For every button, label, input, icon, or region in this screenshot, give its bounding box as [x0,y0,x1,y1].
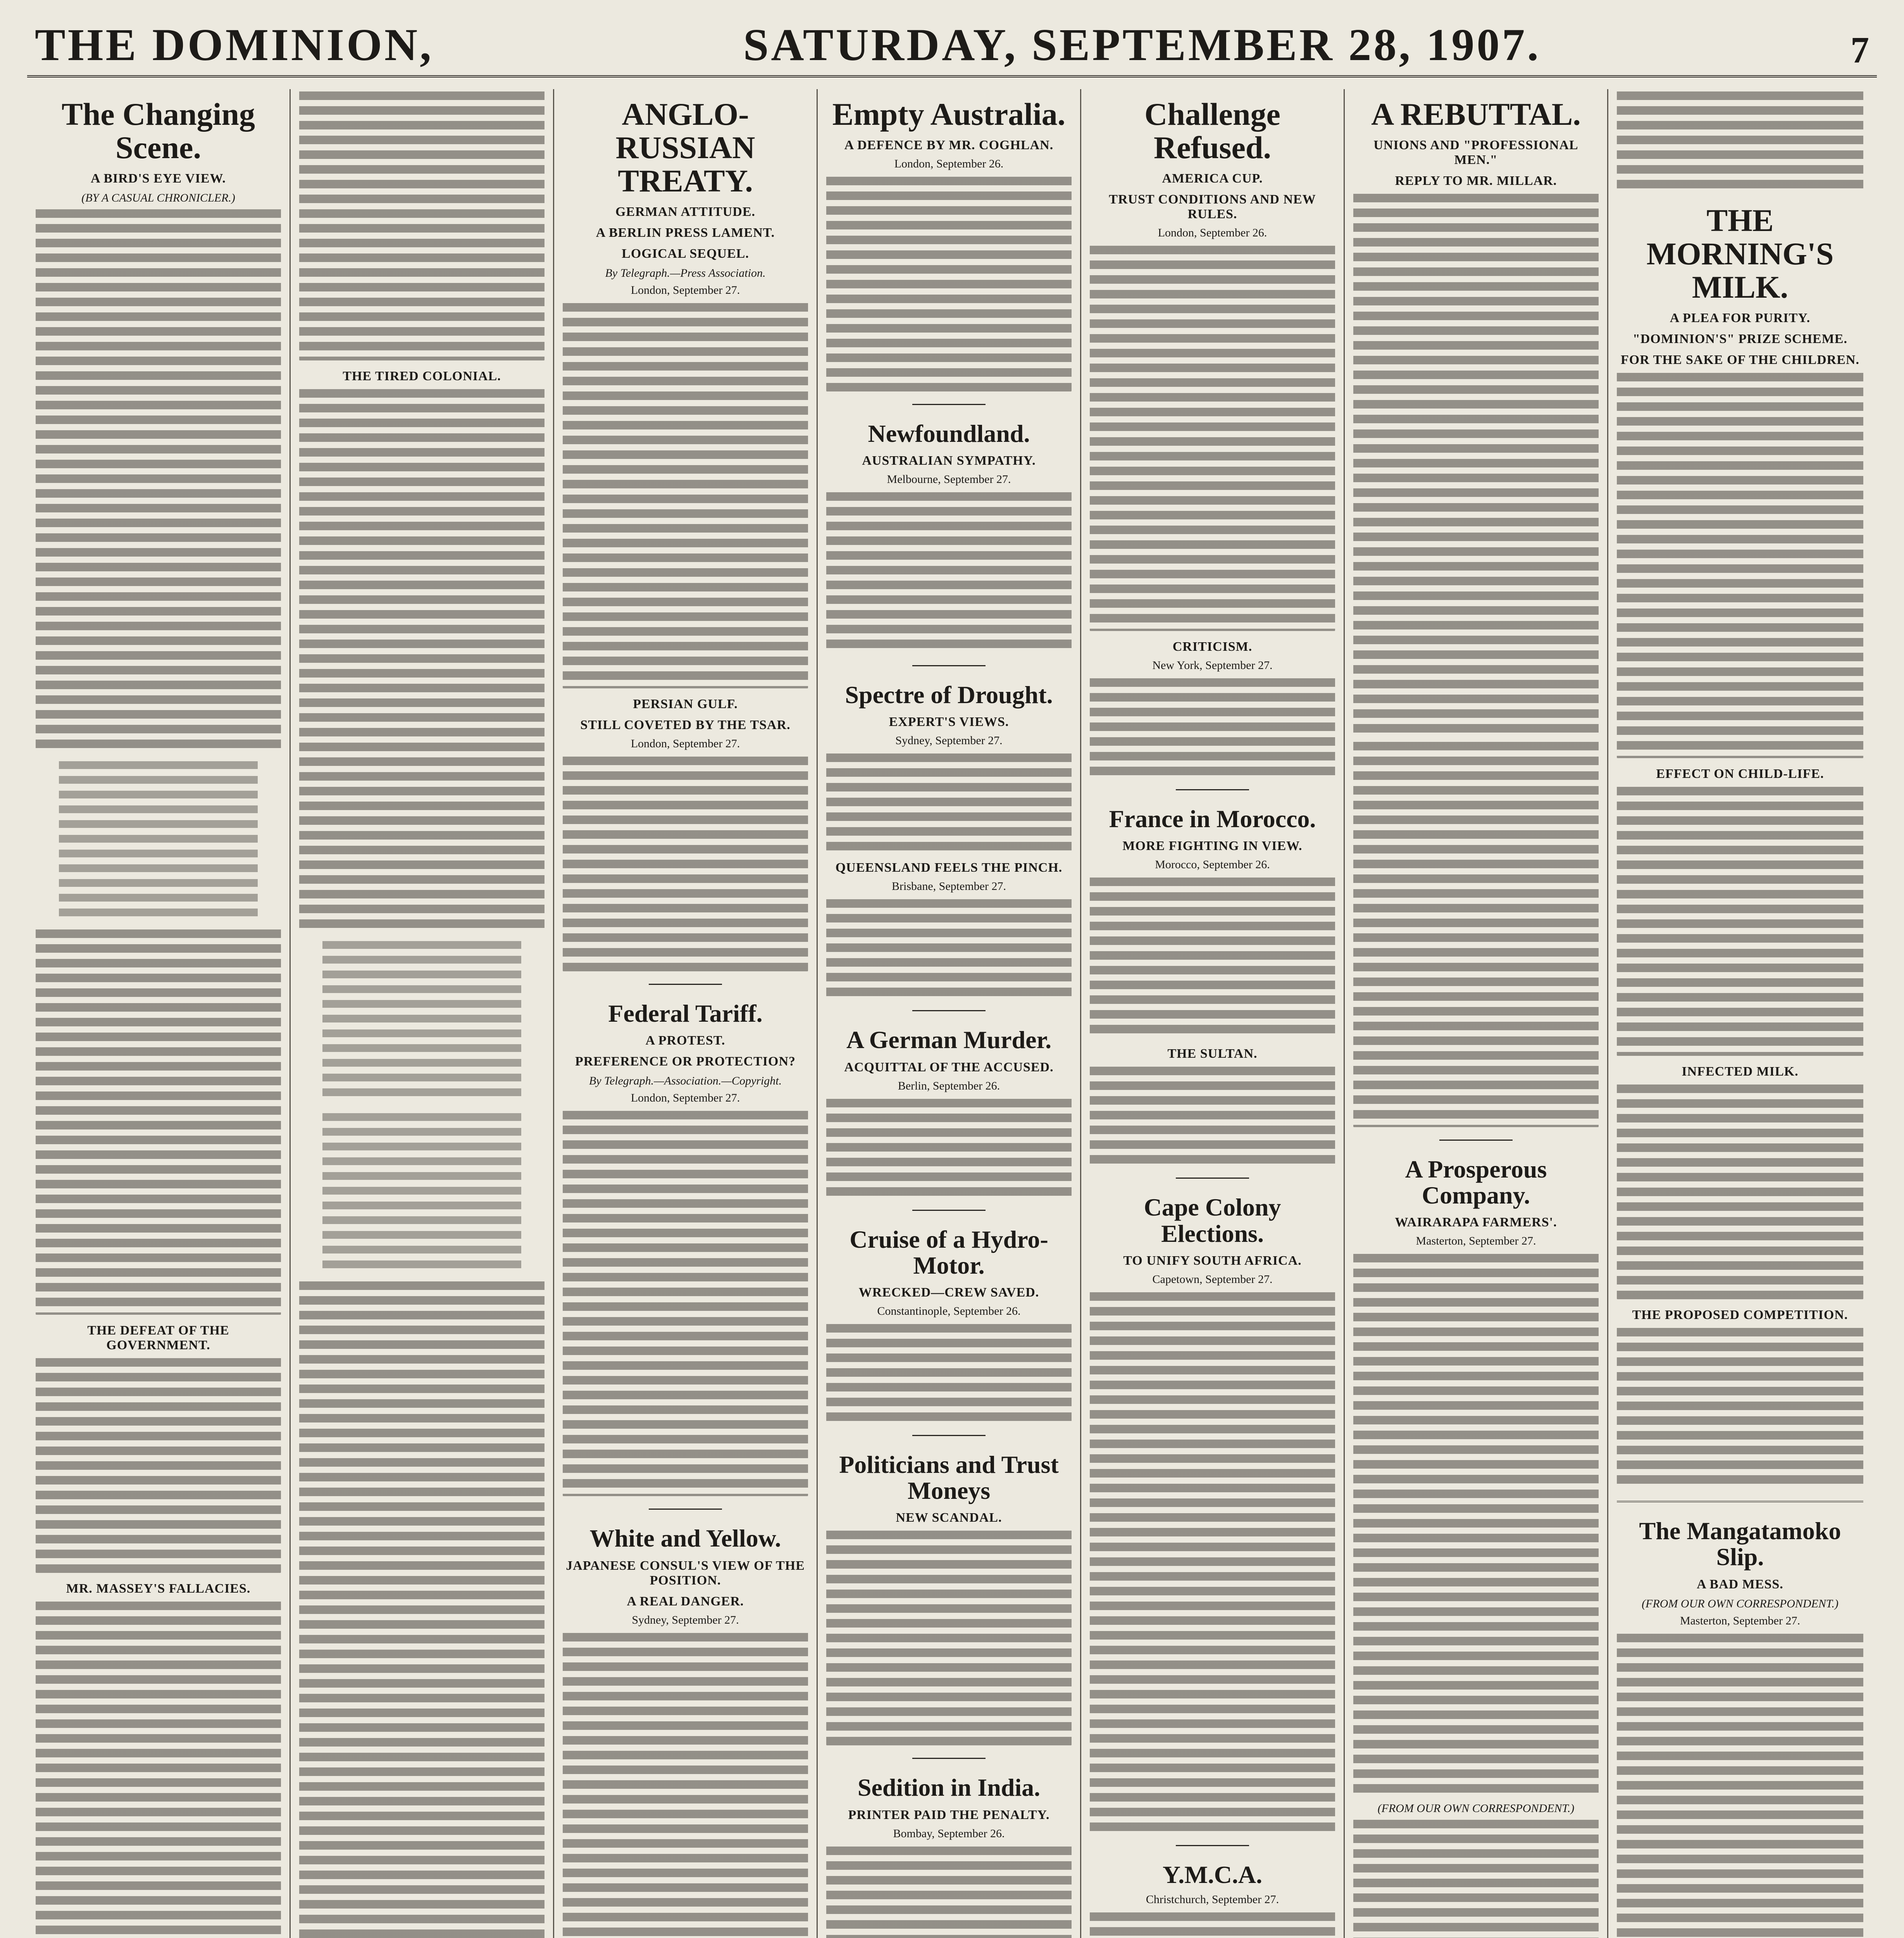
dateline: Masterton, September 27. [1680,1614,1800,1627]
headline-sedition-india: Sedition in India. [857,1774,1041,1802]
subhead-tired-colonial: THE TIRED COLONIAL. [343,369,501,383]
subhead-massey: MR. MASSEY'S FALLACIES. [66,1581,251,1596]
column-7 [1608,89,1872,1938]
divider [649,1509,722,1510]
article-text [36,1356,281,1573]
article-text [36,1599,281,1938]
dateline: Constantinople, September 26. [877,1305,1021,1318]
divider [1439,1140,1513,1141]
article-text [1090,243,1335,631]
byline: (FROM OUR OWN CORRESPONDENT.) [1642,1597,1839,1610]
article-text [563,1109,808,1496]
article-text [1353,191,1599,734]
subhead: GERMAN ATTITUDE. [615,205,756,219]
dateline: Morocco, September 26. [1155,858,1270,871]
divider [912,1210,986,1211]
subhead: A REAL DANGER. [627,1594,744,1609]
byline: (FROM OUR OWN CORRESPONDENT.) [1377,1802,1575,1815]
subhead: FOR THE SAKE OF THE CHILDREN. [1621,353,1859,367]
subhead: INFECTED MILK. [1682,1064,1799,1079]
columns [27,78,1877,1938]
headline-german-murder: A German Murder. [846,1026,1052,1054]
article-text [826,1844,1072,1938]
subhead: WAIRARAPA FARMERS'. [1395,1215,1557,1230]
headline-ymca: Y.M.C.A. [1162,1860,1263,1888]
divider [1176,789,1249,790]
divider [912,1758,986,1759]
article-text [36,207,281,750]
dateline: Berlin, September 26. [898,1079,1000,1092]
dateline: Christchurch, September 27. [1146,1893,1279,1906]
headline-newfoundland: Newfoundland. [868,420,1030,448]
subhead: PRINTER PAID THE PENALTY. [848,1807,1050,1822]
article-text [299,387,544,929]
subhead: EXPERT'S VIEWS. [889,715,1009,729]
article-text [563,301,808,688]
divider [912,404,986,405]
subhead: PREFERENCE OR PROTECTION? [575,1054,796,1069]
byline: (BY A CASUAL CHRONICLER.) [81,191,235,205]
divider [912,1010,986,1011]
subhead: LOGICAL SEQUEL. [622,247,749,261]
article-text [299,1279,544,1938]
article-text [1090,1064,1335,1165]
byline: By Telegraph.—Association.—Copyright. [589,1074,782,1088]
article-text [1353,1817,1599,1938]
verse-text [59,759,258,922]
headline-rebuttal: A REBUTTAL. [1371,97,1581,132]
subhead: A BAD MESS. [1697,1577,1783,1591]
divider [1176,1178,1249,1179]
subhead: EFFECT ON CHILD-LIFE. [1656,767,1824,781]
subhead-persian-gulf: PERSIAN GULF. [633,697,738,712]
headline-white-and-yellow: White and Yellow. [589,1524,781,1552]
article-text [1617,1082,1863,1299]
subhead: ACQUITTAL OF THE ACCUSED. [844,1060,1054,1074]
subhead: NEW SCANDAL. [896,1510,1002,1525]
subhead: A BIRD'S EYE VIEW. [91,171,226,186]
column-2 [291,89,554,1938]
divider [912,1435,986,1436]
subhead: CRITICISM. [1172,640,1253,654]
article-text [826,1322,1072,1422]
headline-empty-australia: Empty Australia. [832,97,1066,132]
dateline: New York, September 27. [1152,659,1273,672]
subhead: A PLEA FOR PURITY. [1670,311,1811,326]
dateline: Sydney, September 27. [632,1613,739,1626]
dateline: Capetown, September 27. [1152,1272,1273,1286]
subhead: MORE FIGHTING IN VIEW. [1122,839,1303,853]
subhead: TRUST CONDITIONS AND NEW RULES. [1109,192,1316,222]
article-text [1090,1290,1335,1833]
article-text [1617,1326,1863,1488]
column-5 [1081,89,1345,1938]
paper-name: THE DOMINION, [35,19,434,70]
subhead: WRECKED—CREW SAVED. [858,1285,1039,1300]
article-text [1617,371,1863,758]
article-text [299,89,544,360]
issue-date: SATURDAY, SEPTEMBER 28, 1907. [743,19,1541,70]
article-text [826,1097,1072,1197]
article-text [563,1631,808,1938]
dateline: London, September 26. [1158,226,1267,240]
divider [1176,1845,1249,1846]
article-text [1353,1252,1599,1794]
dateline: London, September 27. [631,284,740,297]
article-text [36,927,281,1315]
dateline: Melbourne, September 27. [887,473,1011,486]
headline-anglo-russian: ANGLO-RUSSIAN TREATY. [615,97,755,199]
dateline: Bombay, September 26. [893,1827,1005,1840]
headline-politicians-trust-moneys: Politicians and Trust Moneys [839,1451,1059,1505]
subhead: UNIONS AND "PROFESSIONAL MEN." [1373,138,1578,167]
subhead: THE PROPOSED COMPETITION. [1632,1308,1848,1322]
article-text [1617,785,1863,1056]
subhead: STILL COVETED BY THE TSAR. [580,718,791,733]
headline-prosperous-company: A Prosperous Company. [1405,1155,1547,1209]
verse-text [322,939,521,1102]
subhead: QUEENSLAND FEELS THE PINCH. [835,860,1063,875]
subhead: A PROTEST. [645,1033,725,1048]
headline-spectre-of-drought: Spectre of Drought. [845,681,1053,709]
article-text [826,490,1072,653]
masthead [27,16,1877,78]
divider [649,984,722,985]
page-number: 7 [1850,29,1869,71]
verse-text [322,1111,521,1274]
article-text [1617,89,1863,190]
subhead: THE SULTAN. [1167,1047,1258,1061]
headline-hydro-motor: Cruise of a Hydro-Motor. [849,1225,1048,1279]
divider [1617,1501,1863,1502]
article-text [826,174,1072,391]
byline: By Telegraph.—Press Association. [605,267,766,280]
subhead-defeat: THE DEFEAT OF THE GOVERNMENT. [87,1323,229,1353]
article-text [563,754,808,971]
headline-cape-colony: Cape Colony Elections. [1144,1193,1281,1247]
article-text [826,1528,1072,1745]
dateline: London, September 26. [894,157,1004,171]
article-text [826,897,1072,998]
column-6 [1345,89,1608,1938]
column-3 [554,89,818,1938]
article-text [1090,1910,1335,1938]
headline-challenge-refused: Challenge Refused. [1144,97,1280,166]
dateline: Masterton, September 27. [1416,1235,1536,1248]
subhead: "DOMINION'S" PRIZE SCHEME. [1633,332,1847,347]
headline-france-morocco: France in Morocco. [1109,805,1316,833]
article-text [1617,1631,1863,1938]
subhead: REPLY TO MR. MILLAR. [1395,174,1557,188]
column-1 [27,89,291,1938]
article-text [1090,676,1335,777]
dateline: Brisbane, September 27. [892,880,1006,893]
subhead: A BERLIN PRESS LAMENT. [596,226,775,240]
subhead: A DEFENCE BY MR. COGHLAN. [844,138,1054,153]
article-text [826,751,1072,852]
dateline: London, September 27. [631,737,740,750]
headline-federal-tariff: Federal Tariff. [608,1000,763,1028]
divider [912,665,986,666]
headline-changing-scene: The Changing Scene. [61,97,255,166]
headline-mornings-milk: THE MORNING'S MILK. [1646,203,1834,305]
article-text [1090,875,1335,1038]
column-4 [818,89,1081,1938]
subhead: AUSTRALIAN SYMPATHY. [862,453,1036,468]
subhead: JAPANESE CONSUL'S VIEW OF THE POSITION. [566,1558,805,1588]
headline-mangatamoko-slip: The Mangatamoko Slip. [1639,1517,1841,1571]
dateline: London, September 27. [631,1091,740,1105]
article-text [1353,740,1599,1127]
subhead: TO UNIFY SOUTH AFRICA. [1123,1253,1302,1268]
dateline: Sydney, September 27. [895,734,1003,747]
subhead: AMERICA CUP. [1162,171,1263,186]
